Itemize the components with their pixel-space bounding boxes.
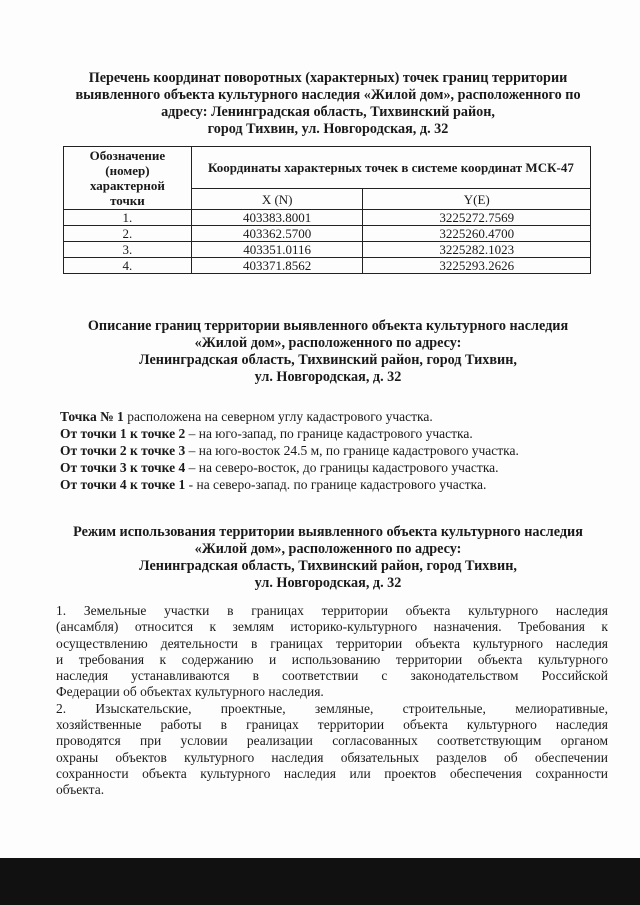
table-row	[64, 242, 591, 258]
title-line: ул. Новгородская, д. 32	[254, 369, 402, 385]
coordinate-system-header: Координаты характерных точек в системе координат МСК-47	[191, 147, 590, 189]
x-value: 403371.8562	[191, 258, 363, 274]
paragraph-line: охраны объектов культурного наследия обязательных разделов об обеспечении	[56, 749, 608, 765]
y-value: 3225272.7569	[363, 210, 591, 226]
point-number: 1.	[64, 210, 192, 226]
segment-label: От точки 2 к точке 3	[60, 443, 186, 458]
x-column-header: X (N)	[191, 189, 363, 210]
x-value: 403351.0116	[191, 242, 363, 258]
title-line: «Жилой дом», расположенного по адресу:	[194, 541, 462, 557]
coordinates-list-title	[48, 70, 608, 138]
title-line: Ленинградская область, Тихвинский район, город Тихвин,	[139, 558, 517, 574]
boundary-description	[60, 408, 590, 493]
segment-label: От точки 3 к точке 4	[60, 460, 186, 475]
paragraph-line: 1. Земельные участки в границах территории объекта культурного наследия	[56, 603, 608, 618]
title-line: город Тихвин, ул. Новгородская, д. 32	[207, 121, 449, 137]
y-column-header: Y(E)	[363, 189, 591, 210]
paragraph-line: (ансамбля) относится к землям историко-культурного назначения. Требования к	[56, 619, 608, 635]
header-line: характерной	[89, 178, 165, 193]
description-line	[60, 425, 590, 442]
coordinates-table	[63, 146, 591, 274]
table-row	[64, 210, 591, 226]
regime-paragraph-2	[56, 701, 608, 799]
header-line: Обозначение	[89, 148, 166, 163]
title-line: ул. Новгородская, д. 32	[254, 575, 402, 591]
table-row	[64, 258, 591, 274]
title-line: «Жилой дом», расположенного по адресу:	[194, 335, 462, 351]
header-line: точки	[110, 193, 145, 208]
description-text: расположена на северном углу кадастрового участка.	[123, 409, 433, 424]
scan-border	[0, 858, 640, 905]
description-line	[60, 442, 590, 459]
description-line	[60, 476, 590, 493]
point-number: 3.	[64, 242, 192, 258]
paragraph-line: 2. Изыскательские, проектные, земляные, строительные, мелиоративные,	[56, 700, 608, 716]
y-value: 3225293.2626	[363, 258, 591, 274]
paragraph-line: и требования к содержанию и использованию территории объекта культурного	[56, 651, 608, 667]
description-text: - на северо-запад. по границе кадастрового участка.	[185, 477, 487, 492]
description-line	[60, 408, 590, 425]
header-line: (номер)	[105, 163, 150, 178]
point-number: 2.	[64, 226, 192, 242]
y-value: 3225282.1023	[363, 242, 591, 258]
description-text: – на северо-восток, до границы кадастрового участка.	[185, 460, 499, 475]
point-number-header	[64, 147, 192, 210]
point-number: 4.	[64, 258, 192, 274]
title-line: выявленного объекта культурного наследия «Жилой дом», расположенного по	[75, 87, 581, 103]
title-line: Режим использования территории выявленного объекта культурного наследия	[73, 524, 583, 540]
paragraph-line: проводятся при условии реализации согласованных соответствующим органом	[56, 733, 608, 749]
description-text: – на юго-восток 24.5 м, по границе кадастрового участка.	[185, 443, 519, 458]
paragraph-line: объекта.	[56, 782, 105, 798]
table-row	[64, 226, 591, 242]
segment-label: От точки 4 к точке 1	[60, 477, 186, 492]
paragraph-line: сохранности объекта культурного наследия или проектов обеспечения сохранности	[56, 765, 608, 781]
segment-label: От точки 1 к точке 2	[60, 426, 186, 441]
x-value: 403383.8001	[191, 210, 363, 226]
regime-paragraph-1	[56, 603, 608, 701]
paragraph-line: осуществлению деятельности в границах территории объекта культурного наследия	[56, 635, 608, 651]
description-text: – на юго-запад, по границе кадастрового участка.	[185, 426, 473, 441]
point-label: Точка № 1	[60, 409, 124, 424]
title-line: Перечень координат поворотных (характерных) точек границ территории	[88, 70, 568, 86]
title-line: Ленинградская область, Тихвинский район, город Тихвин,	[139, 352, 517, 368]
paragraph-line: наследия устанавливаются в соответствии с законодательством Российской	[56, 668, 608, 684]
title-line: адресу: Ленинградская область, Тихвинский район,	[161, 104, 495, 120]
usage-regime-title	[48, 524, 608, 592]
usage-regime-text	[56, 603, 608, 799]
boundary-description-title	[48, 318, 608, 386]
y-value: 3225260.4700	[363, 226, 591, 242]
x-value: 403362.5700	[191, 226, 363, 242]
paragraph-line: Федерации об объектах культурного наследия.	[56, 684, 324, 700]
title-line: Описание границ территории выявленного объекта культурного наследия	[87, 318, 569, 334]
description-line	[60, 459, 590, 476]
paragraph-line: хозяйственные работы в границах территории объекта культурного наследия	[56, 717, 608, 733]
